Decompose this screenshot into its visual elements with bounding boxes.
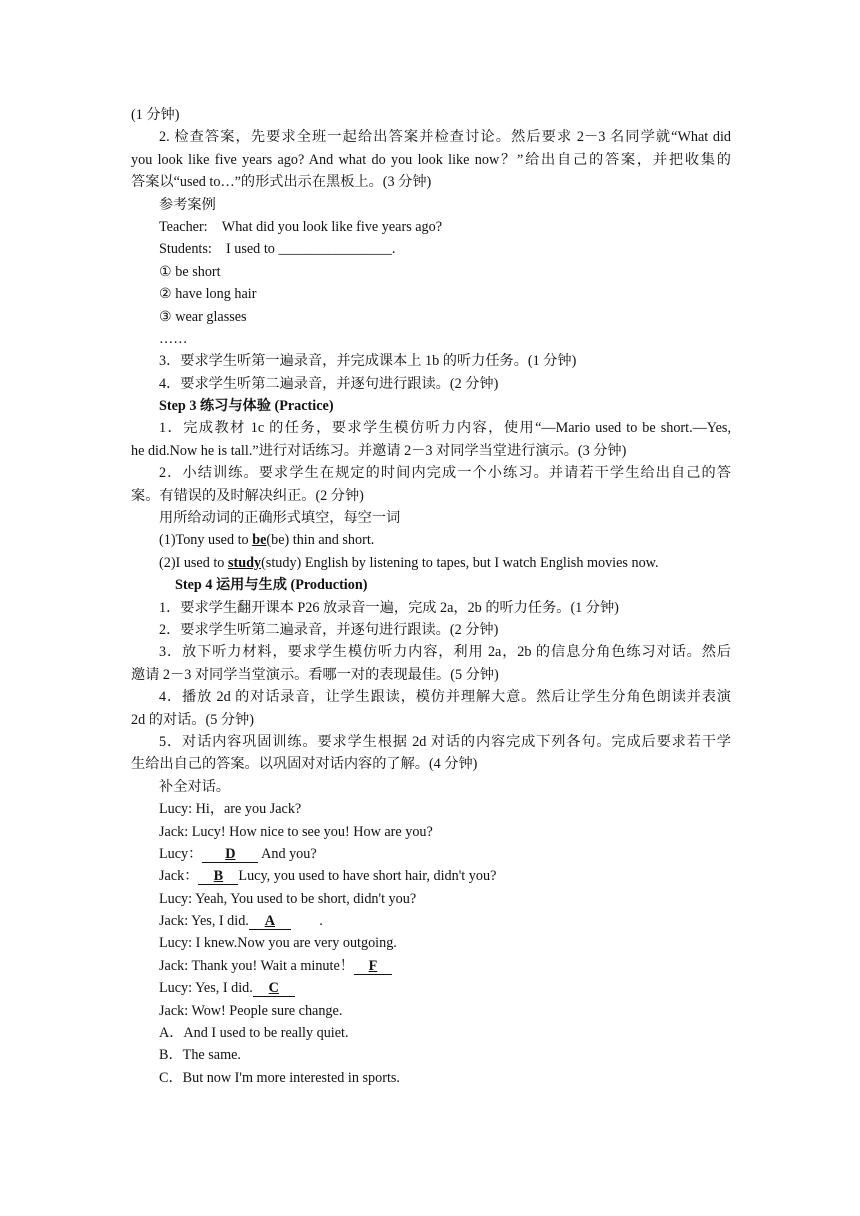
exercise-text: (be) thin and short. bbox=[266, 532, 375, 549]
text-line: he did.Now he is tall.”进行对话练习。并邀请 2－3 对同学当堂进行演示。(3 分钟) bbox=[131, 442, 627, 459]
exercise-item bbox=[131, 529, 731, 551]
document-body bbox=[131, 104, 731, 1089]
answer: F bbox=[368, 957, 378, 974]
dialogue-line: Jack: Lucy! How nice to see you! How are you? bbox=[159, 823, 433, 840]
dialogue-line bbox=[131, 910, 731, 932]
answer: B bbox=[213, 868, 224, 885]
list-item: ③ wear glasses bbox=[159, 308, 247, 325]
dialogue-text: Jack: Yes, I did. bbox=[159, 913, 249, 930]
dialogue-line bbox=[131, 977, 731, 999]
option-item: C．But now I'm more interested in sports. bbox=[159, 1069, 400, 1086]
section-heading-step3 bbox=[131, 395, 731, 417]
answer-blank bbox=[354, 958, 392, 975]
section-heading-step4 bbox=[131, 574, 731, 596]
text-line: you look like five years ago? And what do you look like now？”给出自己的答案，并把收集的 bbox=[131, 151, 731, 168]
exercise-text: (1)Tony used to bbox=[159, 532, 253, 549]
answer: be bbox=[252, 532, 267, 549]
option-item: A．And I used to be really quiet. bbox=[159, 1025, 349, 1042]
text-line: Students: I used to ________________. bbox=[159, 241, 396, 258]
text-line: 4．要求学生听第二遍录音，并逐句进行跟读。(2 分钟) bbox=[159, 375, 499, 392]
text-line: 1．完成教材 1c 的任务，要求学生模仿听力内容，使用“—Mario used to be short.—Yes, bbox=[159, 420, 731, 437]
text-line: 3．放下听力材料，要求学生模仿听力内容，利用 2a，2b 的信息分角色练习对话。然后 bbox=[159, 644, 731, 661]
exercise-text: (study) English by listening to tapes, but I watch English movies now. bbox=[261, 554, 659, 571]
option-item: B．The same. bbox=[159, 1047, 241, 1064]
text-line: Teacher: What did you look like five years ago? bbox=[159, 218, 443, 235]
text-line: 5．对话内容巩固训练。要求学生根据 2d 对话的内容完成下列各句。完成后要求若干学 bbox=[159, 733, 731, 750]
dialogue-line: Lucy: Yeah, You used to be short, didn't you? bbox=[159, 890, 417, 907]
text-line: 生给出自己的答案。以巩固对对话内容的了解。(4 分钟) bbox=[131, 756, 478, 773]
answer: C bbox=[268, 980, 279, 997]
dialogue-line bbox=[131, 843, 731, 865]
text-line: 2．小结训练。要求学生在规定的时间内完成一个小练习。并请若干学生给出自己的答 bbox=[159, 465, 731, 482]
answer: study bbox=[227, 554, 262, 571]
heading-text: Step 3 练习与体验 (Practice) bbox=[159, 398, 334, 415]
text-line: 2. 检查答案，先要求全班一起给出答案并检查讨论。然后要求 2－3 名同学就“What did bbox=[159, 129, 731, 146]
dialogue-text: And you? bbox=[258, 845, 317, 862]
text-line: 补全对话。 bbox=[159, 778, 230, 795]
text-line: (1 分钟) bbox=[131, 107, 180, 123]
list-item: ① be short bbox=[159, 263, 221, 280]
text-line: 2．要求学生听第二遍录音，并逐句进行跟读。(2 分钟) bbox=[159, 621, 499, 638]
dialogue-line: Lucy: Hi，are you Jack? bbox=[159, 801, 302, 818]
ellipsis: …… bbox=[159, 330, 188, 347]
dialogue-line bbox=[131, 865, 731, 887]
answer: A bbox=[264, 913, 275, 930]
dialogue-text: Lucy, you used to have short hair, didn't you? bbox=[238, 868, 497, 885]
text-line: 1．要求学生翻开课本 P26 放录音一遍，完成 2a，2b 的听力任务。(1 分钟) bbox=[159, 599, 619, 616]
text-line: 4．播放 2d 的对话录音，让学生跟读，模仿并理解大意。然后让学生分角色朗读并表演 bbox=[159, 689, 731, 706]
dialogue-text: Lucy： bbox=[159, 845, 203, 862]
answer: D bbox=[225, 845, 236, 862]
text-line: 答案以“used to…”的形式出示在黑板上。(3 分钟) bbox=[131, 174, 432, 191]
dialogue-line: Jack: Wow! People sure change. bbox=[159, 1002, 343, 1019]
dialogue-text: Jack： bbox=[159, 868, 199, 885]
dialogue-text: Lucy: Yes, I did. bbox=[159, 980, 253, 997]
answer-blank bbox=[202, 846, 258, 863]
heading-text: Step 4 运用与生成 (Production) bbox=[175, 577, 368, 594]
text-line: 3．要求学生听第一遍录音，并完成课本上 1b 的听力任务。(1 分钟) bbox=[159, 353, 577, 370]
text-line: 2d 的对话。(5 分钟) bbox=[131, 711, 254, 728]
text-line: 案。有错误的及时解决纠正。(2 分钟) bbox=[131, 487, 364, 504]
text-line: 用所给动词的正确形式填空，每空一词 bbox=[159, 510, 401, 527]
dialogue-line: Lucy: I knew.Now you are very outgoing. bbox=[159, 935, 397, 952]
answer-blank bbox=[249, 913, 291, 930]
text-line: 参考案例 bbox=[159, 196, 216, 213]
dialogue-text: . bbox=[290, 913, 323, 930]
answer-blank bbox=[253, 980, 295, 997]
dialogue-line bbox=[131, 955, 731, 977]
dialogue-text: Jack: Thank you! Wait a minute！ bbox=[159, 957, 354, 974]
exercise-text: (2)I used to bbox=[159, 554, 228, 571]
text-line: 邀请 2－3 对同学当堂演示。看哪一对的表现最佳。(5 分钟) bbox=[131, 666, 499, 683]
exercise-item bbox=[131, 552, 731, 574]
list-item: ② have long hair bbox=[159, 286, 257, 303]
answer-blank bbox=[198, 868, 238, 885]
